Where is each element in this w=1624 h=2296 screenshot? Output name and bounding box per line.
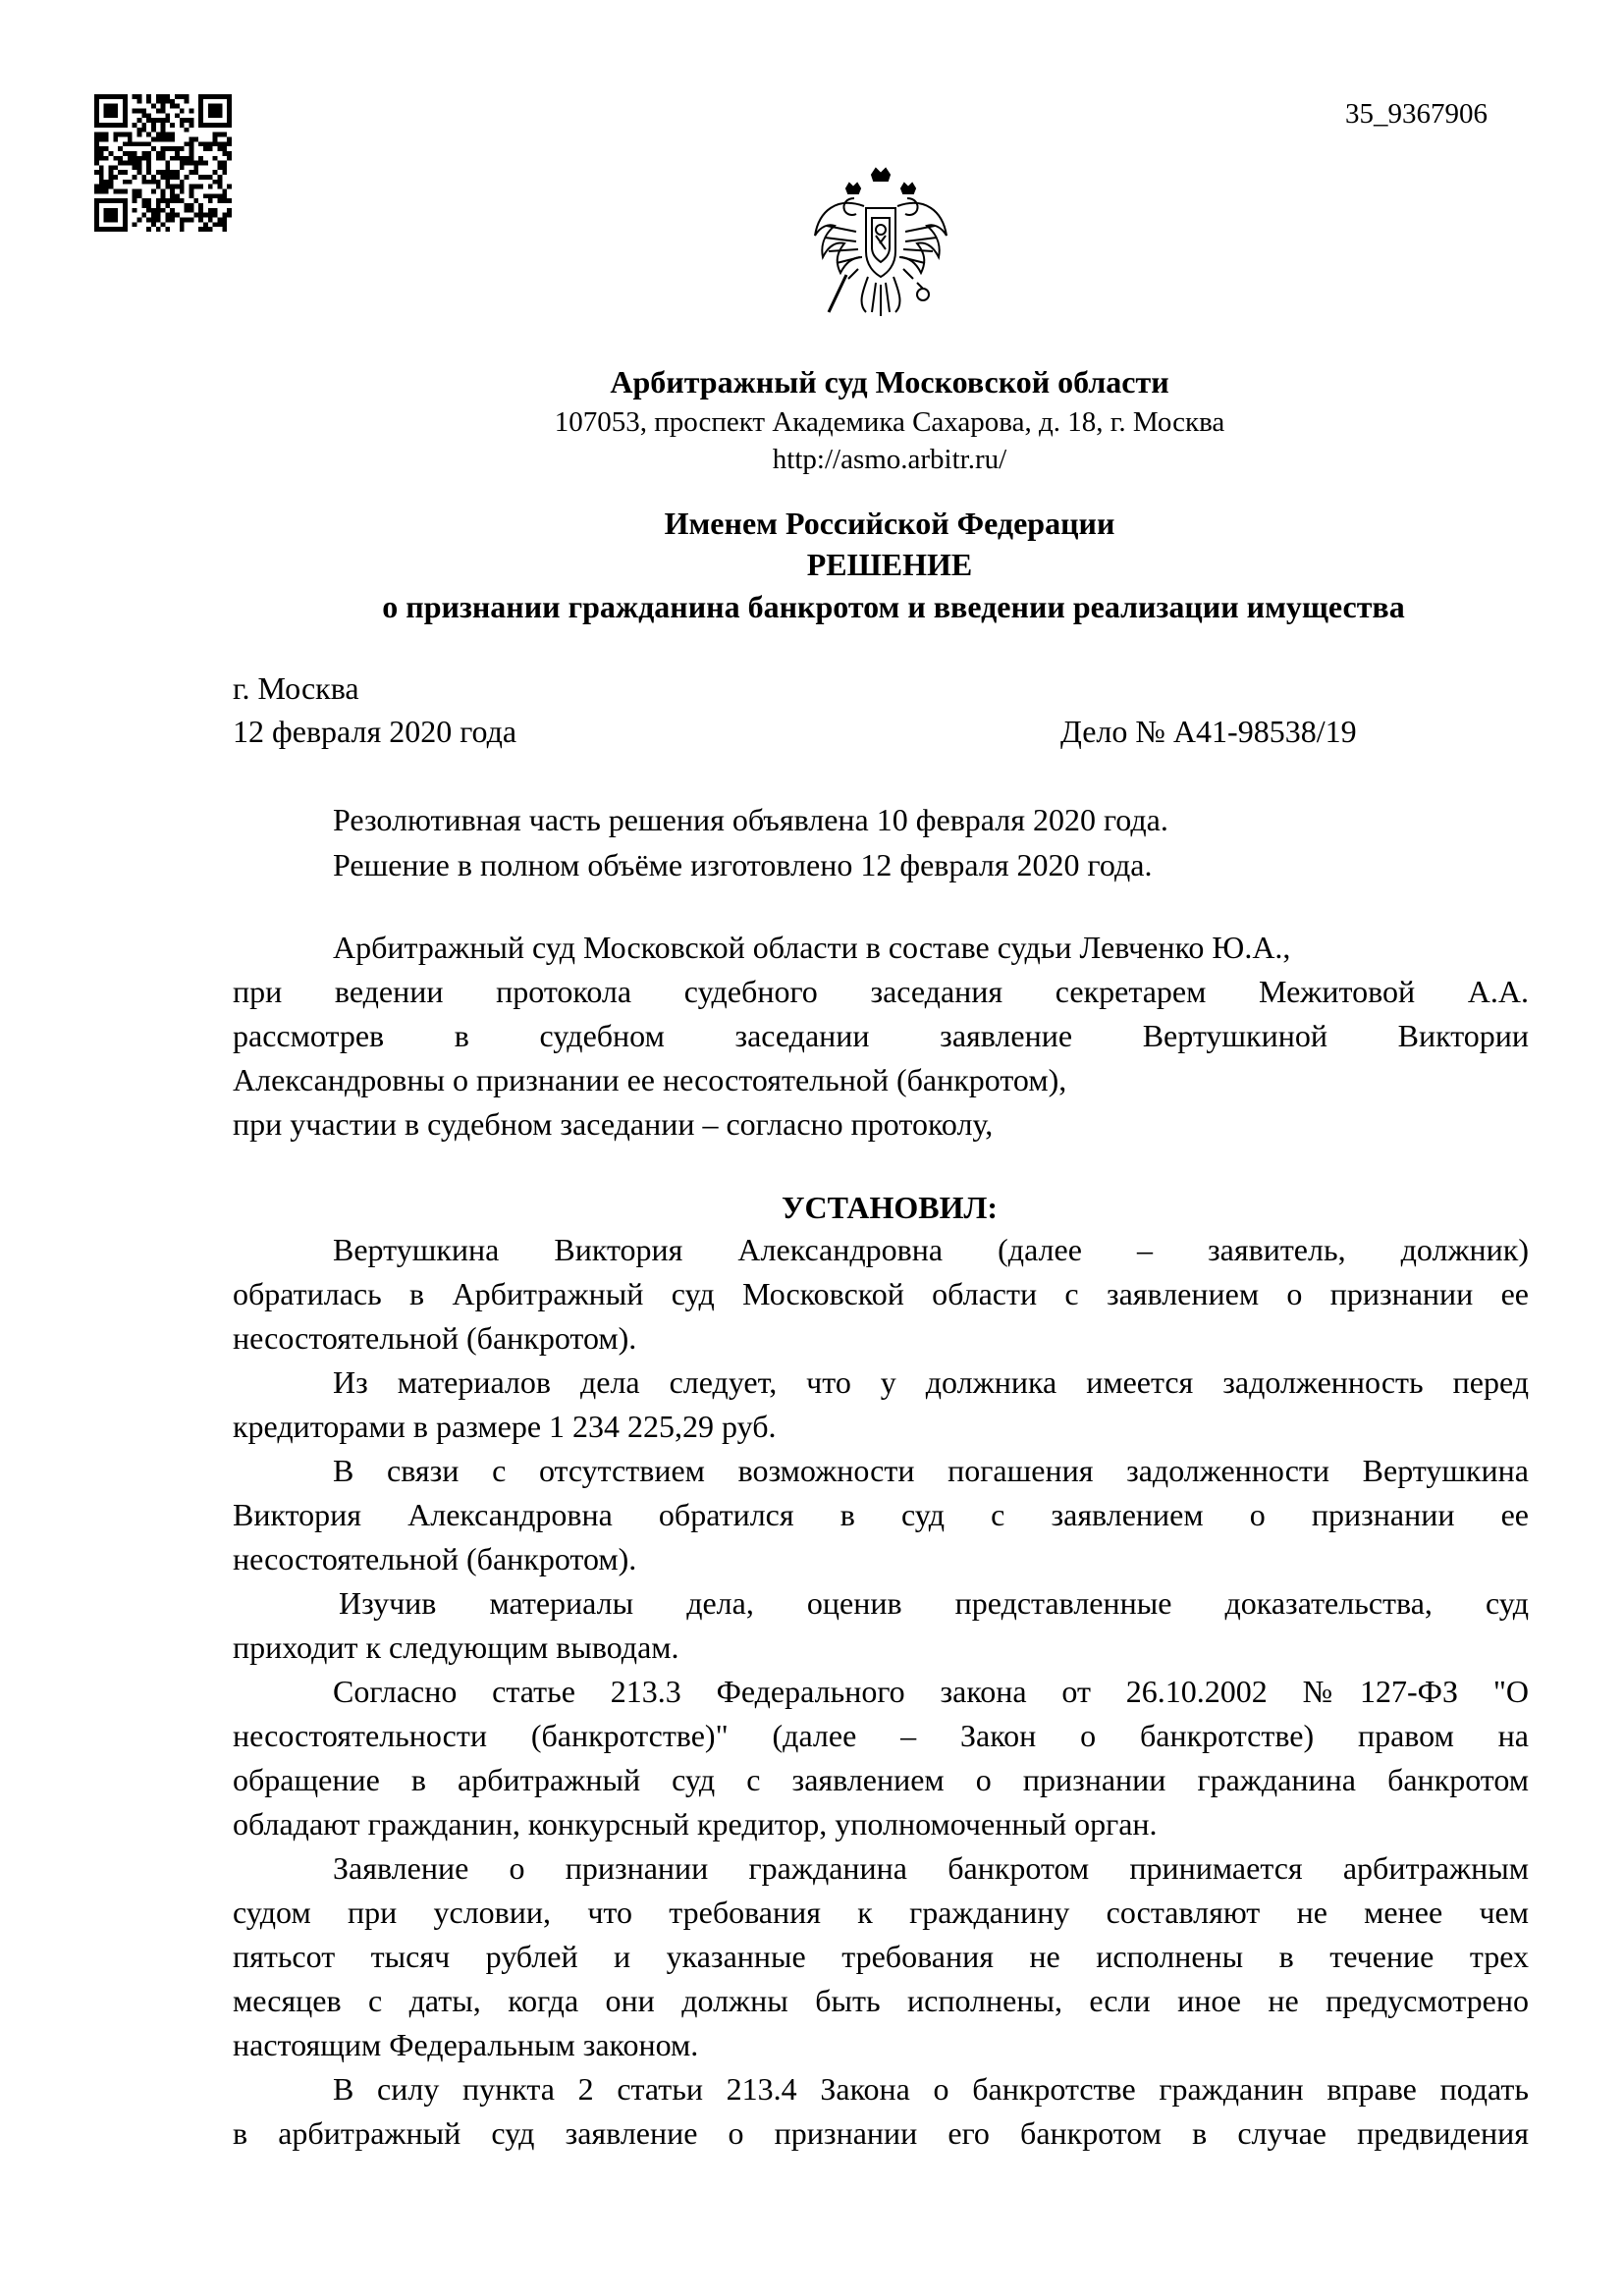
paragraph-line: несостоятельной (банкротом). [233,1320,637,1356]
decision-title: РЕШЕНИЕ [806,547,973,582]
decision-date: 12 февраля 2020 года [233,714,517,749]
paragraph-line: кредиторами в размере 1 234 225,29 руб. [233,1409,777,1444]
court-address: 107053, проспект Академика Сахарова, д. 18, г. Москва [554,406,1225,438]
place: г. Москва [233,670,359,706]
paragraph-line: пятьсот тысяч рублей и указанные требования не исполнены в течение трех [233,1939,1529,1974]
paragraph-line: в арбитражный суд заявление о признании его банкротом в случае предвидения [233,2115,1529,2151]
intro-line: Арбитражный суд Московской области в составе судьи Левченко Ю.А., [333,930,1291,965]
decision-subtitle: о признании гражданина банкротом и введении реализации имущества [382,589,1405,624]
paragraph-line: приходит к следующим выводам. [233,1629,679,1665]
court-name: Арбитражный суд Московской области [610,364,1169,400]
paragraph-line: несостоятельности (банкротстве)" (далее – Закон о банкротстве) правом на [233,1718,1529,1753]
paragraph-line: судом при условии, что требования к гражданину составляют не менее чем [233,1895,1529,1930]
in-name-line: Именем Российской Федерации [664,506,1115,541]
intro-line: при участии в судебном заседании – согласно протоколу, [233,1106,994,1142]
announce-line-2: Решение в полном объёме изготовлено 12 февраля 2020 года. [333,847,1153,882]
paragraph-line: Вертушкина Виктория Александровна (далее – заявитель, должник) [333,1232,1529,1267]
paragraph-line: В связи с отсутствием возможности погашения задолженности Вертушкина [333,1453,1529,1488]
intro-line: при ведении протокола судебного заседания секретарем Межитовой А.А. [233,974,1529,1009]
coat-of-arms-icon [807,167,954,324]
paragraph-line: несостоятельной (банкротом). [233,1541,637,1576]
paragraph-line: В силу пункта 2 статьи 213.4 Закона о банкротстве гражданин вправе подать [333,2071,1529,2107]
intro-line: Александровны о признании ее несостоятельной (банкротом), [233,1062,1067,1097]
paragraph-line: обладают гражданин, конкурсный кредитор, уполномоченный орган. [233,1806,1158,1842]
paragraph-line: Изучив материалы дела, оценив представленные доказательства, суд [339,1585,1529,1621]
announce-line-1: Резолютивная часть решения объявлена 10 февраля 2020 года. [333,802,1168,837]
court-url: http://asmo.arbitr.ru/ [772,444,1007,475]
paragraph-line: настоящим Федеральным законом. [233,2027,699,2062]
paragraph-line: Согласно статье 213.3 Федерального закона от 26.10.2002 №127-ФЗ "О [333,1674,1529,1709]
case-number: Дело № А41-98538/19 [1060,714,1357,749]
document-id: 35_9367906 [1345,98,1488,130]
paragraph-line: обращение в арбитражный суд с заявлением о признании гражданина банкротом [233,1762,1529,1797]
intro-line: рассмотрев в судебном заседании заявление Вертушкиной Виктории [233,1018,1529,1053]
qr-code-icon [94,94,232,232]
established-heading: УСТАНОВИЛ: [782,1190,998,1225]
paragraph-line: Виктория Александровна обратился в суд с заявлением о признании ее [233,1497,1529,1532]
paragraph-line: Из материалов дела следует, что у должника имеется задолженность перед [333,1364,1529,1400]
paragraph-line: Заявление о признании гражданина банкротом принимается арбитражным [333,1850,1529,1886]
paragraph-line: месяцев с даты, когда они должны быть исполнены, если иное не предусмотрено [233,1983,1529,2018]
paragraph-line: обратилась в Арбитражный суд Московской области с заявлением о признании ее [233,1276,1529,1311]
